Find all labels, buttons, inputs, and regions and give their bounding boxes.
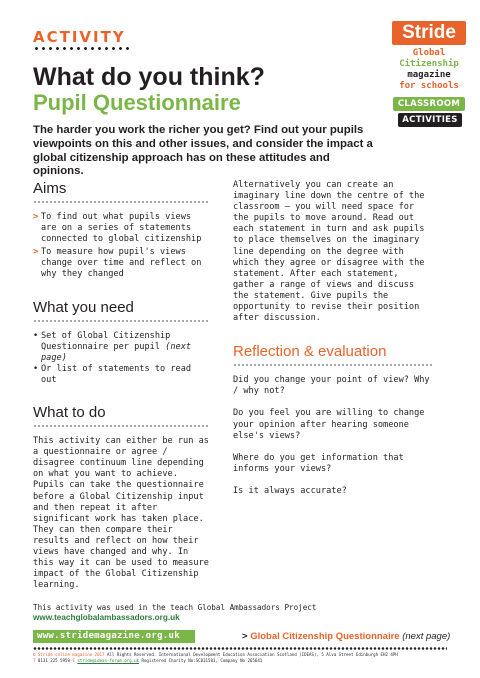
arrow-icon: > bbox=[33, 212, 39, 222]
aims-list bbox=[33, 212, 209, 281]
classroom-badge: CLASSROOM bbox=[393, 97, 465, 111]
list-item bbox=[33, 364, 209, 386]
next-arrow-icon: > bbox=[242, 631, 248, 642]
need-item-text bbox=[41, 331, 209, 364]
aim-text: To measure how pupil's views change over time and reflect on why they changed bbox=[41, 247, 202, 280]
bullet-icon: • bbox=[33, 330, 39, 341]
next-page-title: Global Citizenship Questionnaire bbox=[250, 631, 400, 642]
question-item: Is it always accurate? bbox=[233, 485, 347, 496]
logo-tag-line: for schools bbox=[399, 81, 459, 91]
project-note: This activity was used in the teach Global Ambassadors Project bbox=[33, 603, 317, 612]
heading-underline bbox=[33, 422, 209, 430]
activity-label: ACTIVITY bbox=[33, 28, 126, 46]
need-item-2: Or list of statements to read out bbox=[41, 363, 192, 385]
legal-brand: © Stride online magazine 2017 bbox=[33, 652, 105, 657]
heading-underline bbox=[233, 361, 433, 369]
legal-line-2 bbox=[33, 658, 453, 664]
email-label: E bbox=[72, 658, 75, 663]
reflection-questions bbox=[233, 375, 433, 497]
email-link[interactable]: stride@ideas-forum.org.uk bbox=[77, 658, 140, 663]
right-column bbox=[233, 180, 433, 497]
need-item-1-note: (next page) bbox=[41, 341, 192, 363]
intro-paragraph: The harder you work the richer you get? Find out your pupils viewpoints on this and other issues, and consider the impact a global citizenship approach has on these attitudes and opinions. bbox=[33, 124, 373, 178]
logo-tag-line: Citizenship bbox=[399, 59, 459, 69]
legal-address: All Rights Reserved. International Development Education Association Scotland (IDEAS), 5 Alva Street Edinburgh EH2 4PH bbox=[104, 652, 398, 657]
dotted-divider bbox=[33, 46, 133, 51]
need-list bbox=[33, 331, 209, 386]
stride-logo: Stride bbox=[392, 21, 466, 45]
bullet-icon: • bbox=[33, 363, 39, 374]
phone-number: 0131 225 5959 bbox=[35, 658, 73, 663]
need-heading: What you need bbox=[33, 298, 134, 316]
list-item bbox=[33, 212, 209, 245]
aims-heading: Aims bbox=[33, 180, 67, 197]
stride-url[interactable]: www.stridemagazine.org.uk bbox=[33, 630, 195, 643]
logo-tag-line: Global bbox=[412, 48, 446, 58]
arrow-icon: > bbox=[33, 247, 39, 258]
question-item: Did you change your point of view? Why / why not? bbox=[233, 375, 430, 397]
heading-underline bbox=[33, 198, 209, 206]
activities-badge: ACTIVITIES bbox=[398, 113, 462, 127]
logo-tagline bbox=[388, 48, 470, 92]
alternative-text: Alternatively you can create an imaginary line down the centre of the classroom – you will need space for the pupils to move around. Read out each statement in turn and ask pupils to place themselves on the imaginary line depending on the degree with which they agree or disagree with the statement. After each statement, gather a range of views and discuss the statement. Give pupils the opportunity to revise their position after discussion. bbox=[233, 180, 425, 324]
charity-info: Registered Charity No:SC031583, Company No 265641 bbox=[139, 658, 263, 663]
reflection-heading: Reflection & evaluation bbox=[233, 343, 387, 361]
dotted-divider bbox=[33, 646, 447, 651]
legal-text bbox=[33, 652, 453, 664]
next-page-note: (next page) bbox=[402, 631, 451, 642]
todo-heading: What to do bbox=[33, 404, 106, 422]
phone-label: T bbox=[33, 658, 36, 663]
left-column bbox=[33, 180, 209, 591]
logo-tag-line: magazine bbox=[407, 70, 451, 80]
todo-text: This activity can either be run as a questionnaire or agree / disagree continuum line depending on what you want to achieve. Pupils can take the questionnaire before a Global Citizenship input and then repeat it after significant work has taken place. They can then compare their results and reflect on how their views have changed and why. In this way it can be used to measure impact of the Global Citizenship learning. bbox=[33, 436, 209, 591]
list-item bbox=[33, 331, 209, 364]
question-item: Do you feel you are willing to change your opinion after hearing someone else's views? bbox=[233, 408, 425, 441]
list-item bbox=[33, 247, 209, 280]
heading-underline bbox=[33, 317, 209, 325]
question-item: Where do you get information that informs your views? bbox=[233, 452, 404, 474]
aim-text: To find out what pupils views are on a series of statements connected to global citizenship bbox=[41, 212, 202, 245]
page-subtitle: Pupil Questionnaire bbox=[33, 90, 241, 115]
page-title: What do you think? bbox=[33, 63, 265, 91]
project-link[interactable]: www.teachglobalambassadors.org.uk bbox=[33, 613, 180, 622]
next-page-link[interactable] bbox=[242, 631, 450, 642]
need-item-1: Set of Global Citizenship Questionnaire per pupil bbox=[41, 330, 171, 352]
